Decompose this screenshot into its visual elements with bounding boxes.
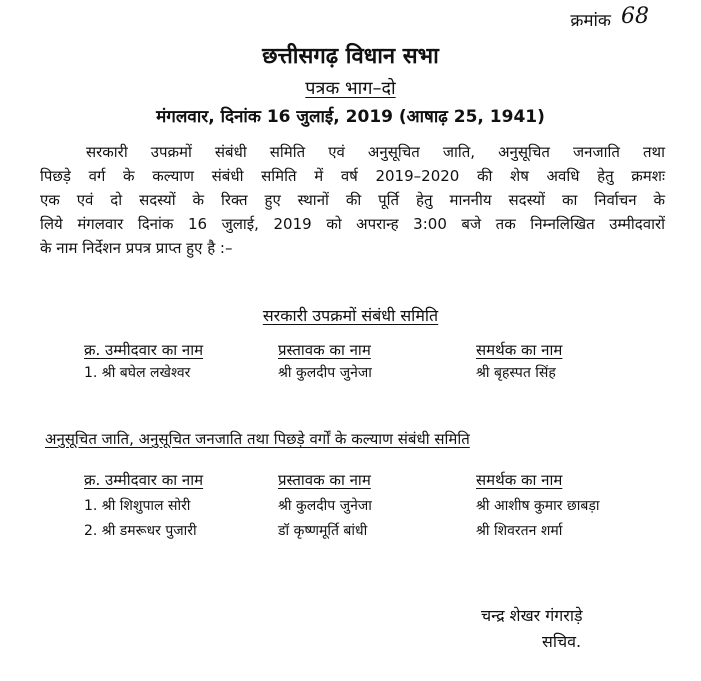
section2-heading-text: अनुसूचित जाति, अनुसूचित जनजाति तथा पिछड़े वर्गों के कल्याण संबंधी समिति [45,430,470,448]
section1-heading-text: सरकारी उपक्रमों संबंधी समिति [262,306,439,325]
intro-line: सरकारी उपक्रमों संबंधी समिति एवं अनुसूचित जाति, अनुसूचित जनजाति तथा [86,143,665,161]
date-line: मंगलवार, दिनांक 16 जुलाई, 2019 (आषाढ़ 25, 1941) [156,107,545,127]
seconder-name: श्री बृहस्पत सिंह [476,365,556,381]
intro-line: के नाम निर्देशन प्रपत्र प्राप्त हुए है :– [40,239,233,257]
candidate-name: 2. श्री डमरूधर पुजारी [84,523,197,539]
column-header-seconder: समर्थक का नाम [476,341,563,359]
subtitle-text: पत्रक भाग–दो [305,78,396,99]
proposer-name: श्री कुलदीप जुनेजा [278,365,372,381]
column-header-candidate: क्र. उम्मीदवार का नाम [84,471,204,489]
column-header-candidate: क्र. उम्मीदवार का नाम [84,341,204,359]
signatory-name: चन्द्र शेखर गंगराड़े [481,606,583,625]
section2-heading [45,429,470,449]
page-subtitle [0,76,701,100]
section1-heading [0,304,701,326]
signatory-title: सचिव. [542,632,582,651]
proposer-name: डॉ कृष्णमूर्ति बांधी [278,523,368,539]
serial-label: क्रमांक [570,11,611,31]
candidate-name: 1. श्री शिशुपाल सोरी [84,498,191,514]
serial-number: 68 [621,4,649,29]
intro-line: एक एवं दो सदस्यों के रिक्त हुए स्थानों की पूर्ति हेतु माननीय सदस्यों का निर्वाचन के [40,191,665,209]
intro-line: लिये मंगलवार दिनांक 16 जुलाई, 2019 को अपरान्ह 3:00 बजे तक निम्नलिखित उम्मीदवारों [40,215,665,233]
intro-paragraph [40,140,665,260]
proposer-name: श्री कुलदीप जुनेजा [278,498,372,514]
column-header-proposer: प्रस्तावक का नाम [278,471,371,489]
column-header-seconder: समर्थक का नाम [476,471,563,489]
intro-line: पिछड़े वर्ग के कल्याण संबंधी समिति में वर्ष 2019–2020 की शेष अवधि हेतु क्रमशः [40,167,665,185]
seconder-name: श्री आशीष कुमार छाबड़ा [476,498,600,514]
seconder-name: श्री शिवरतन शर्मा [476,523,563,539]
column-header-proposer: प्रस्तावक का नाम [278,341,371,359]
candidate-name: 1. श्री बघेल लखेश्वर [84,365,191,381]
page-title: छत्तीसगढ़ विधान सभा [262,44,439,69]
